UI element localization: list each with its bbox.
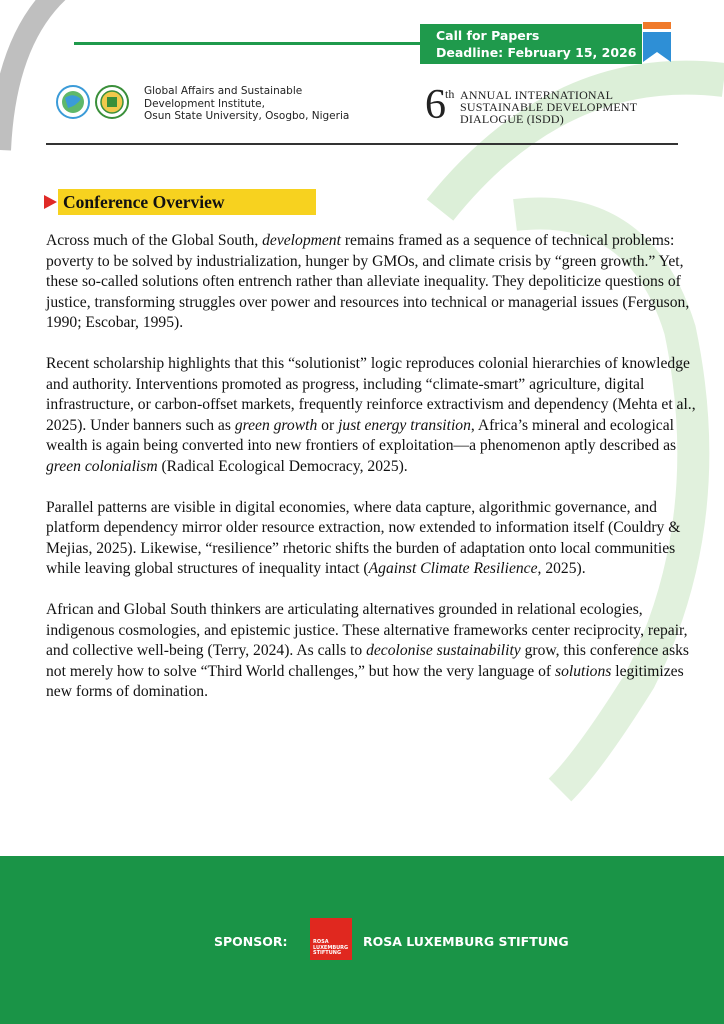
paragraph-4: African and Global South thinkers are articulating alternatives grounded in relational ecologies, indigenous cosmologies, and epistemic justice. These alternative frameworks center reciprocity, repair, and collective well-being (Terry, 2024). As calls to decolonise sustainability grow, this conference asks not merely how to solve “Third World challenges,” but how the very language of solutions legitimizes new forms of domination.	[46, 601, 689, 700]
sponsor-footer	[0, 856, 724, 1024]
sponsor-label: SPONSOR:	[214, 934, 288, 949]
header-divider	[46, 143, 678, 145]
institute-name: Global Affairs and Sustainable Development Institute, Osun State University, Osogbo, Nigeria	[144, 85, 350, 122]
call-for-papers-box	[420, 24, 642, 64]
sponsor-name: ROSA LUXEMBURG STIFTUNG	[363, 934, 569, 949]
dialogue-line-3: DIALOGUE (ISDD)	[460, 112, 564, 126]
paragraph-1: Across much of the Global South, development remains framed as a sequence of technical problems: poverty to be solved by industrialization, hunger by GMOs, and climate crisis by “green growth.” Yet, these so-called solutions often entrench rather than alleviate inequality. They depoliticize questions of justice, transforming struggles over power and resources into technical or managerial issues (Ferguson, 1990; Escobar, 1995).	[46, 232, 690, 331]
cfp-deadline: Deadline: February 15, 2026	[436, 45, 637, 60]
rosa-luxemburg-logo: ROSA LUXEMBURG STIFTUNG	[310, 918, 352, 960]
paragraph-2: Recent scholarship highlights that this “solutionist” logic reproduces colonial hierarchies of knowledge and authority. Interventions promoted as progress, including “climate-smart” agriculture, digital infrastructure, or carbon-offset markets, frequently reinforce extractivism and dependency (Mehta et al., 2025). Under banners such as green growth or just energy transition, Africa’s mineral and ecological wealth is again being converted into new frontiers of exploitation—a phenomenon aptly described as green colonialism (Radical Ecological Democracy, 2025).	[46, 355, 696, 475]
edition-suffix: th	[445, 87, 455, 101]
bookmark-icon	[643, 22, 671, 62]
university-seal-icon	[96, 86, 128, 118]
section-title: Conference Overview	[63, 192, 225, 212]
globe-logo-icon	[57, 86, 89, 118]
overview-body	[46, 231, 696, 723]
cfp-title: Call for Papers	[436, 28, 540, 43]
paragraph-3: Parallel patterns are visible in digital economies, where data capture, algorithmic governance, and platform dependency mirror older resource extraction, now extended to information itself (Couldry & Mejias, 2025). Likewise, “resilience” rhetoric shifts the burden of adaptation onto local communities while leaving global structures of inequality intact (Against Climate Resilience, 2025).	[46, 498, 681, 577]
header-rule	[74, 42, 420, 45]
dialogue-line-2: SUSTAINABLE DEVELOPMENT	[460, 100, 638, 114]
edition-number: 6	[425, 82, 446, 128]
institute-logos	[56, 84, 136, 120]
dialogue-line-1: ANNUAL INTERNATIONAL	[460, 88, 614, 102]
red-arrow-icon	[44, 195, 57, 209]
